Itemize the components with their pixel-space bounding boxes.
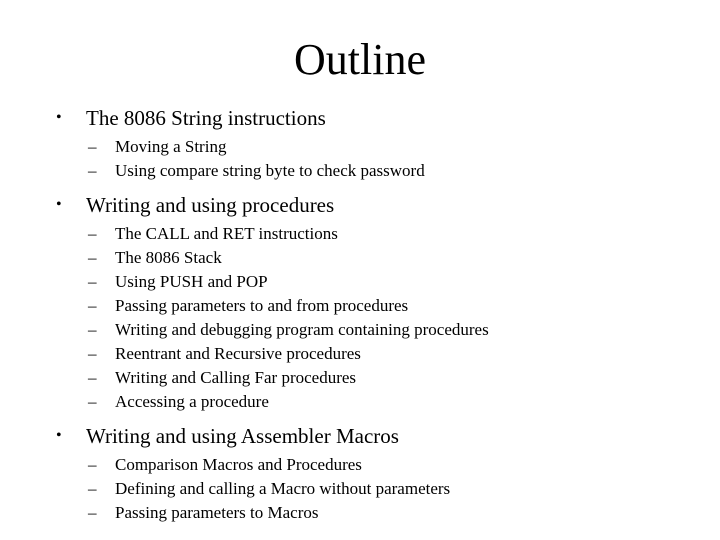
list-item-text: Moving a String xyxy=(115,137,227,156)
outline-section xyxy=(56,104,696,183)
list-item-text: The CALL and RET instructions xyxy=(115,224,338,243)
outline-section xyxy=(56,191,696,414)
outline-section xyxy=(56,422,696,525)
section-heading xyxy=(56,422,696,450)
list-item-text: Accessing a procedure xyxy=(115,392,269,411)
list-item-text: Writing and Calling Far procedures xyxy=(115,368,357,387)
section-heading xyxy=(56,104,696,132)
list-item xyxy=(88,318,696,342)
list-item xyxy=(88,453,696,477)
sub-item-list xyxy=(56,135,696,183)
list-item xyxy=(88,390,696,414)
bullet-mark: • xyxy=(56,427,62,444)
sub-item-list xyxy=(56,222,696,414)
outline-content xyxy=(56,104,696,533)
section-heading-text: Writing and using Assembler Macros xyxy=(86,424,399,448)
dash-mark: – xyxy=(88,248,97,267)
section-heading xyxy=(56,191,696,219)
dash-mark: – xyxy=(88,296,97,315)
list-item-text: Defining and calling a Macro without parameters xyxy=(115,479,451,498)
list-item xyxy=(88,270,696,294)
bullet-mark: • xyxy=(56,196,62,213)
list-item xyxy=(88,477,696,501)
dash-mark: – xyxy=(88,344,97,363)
list-item xyxy=(88,294,696,318)
dash-mark: – xyxy=(88,320,97,339)
list-item-text: Reentrant and Recursive procedures xyxy=(115,344,361,363)
list-item xyxy=(88,501,696,525)
list-item-text: Comparison Macros and Procedures xyxy=(115,455,362,474)
dash-mark: – xyxy=(88,224,97,243)
slide-title: Outline xyxy=(294,35,426,84)
dash-mark: – xyxy=(88,368,97,387)
list-item xyxy=(88,366,696,390)
dash-mark: – xyxy=(88,455,97,474)
dash-mark: – xyxy=(88,503,97,522)
dash-mark: – xyxy=(88,479,97,498)
list-item-text: Using compare string byte to check password xyxy=(115,161,425,180)
list-item xyxy=(88,342,696,366)
dash-mark: – xyxy=(88,137,97,156)
bullet-mark: • xyxy=(56,109,62,126)
dash-mark: – xyxy=(88,272,97,291)
section-heading-text: Writing and using procedures xyxy=(86,193,335,217)
list-item-text: Using PUSH and POP xyxy=(115,272,268,291)
list-item-text: Writing and debugging program containing procedures xyxy=(115,320,489,339)
list-item xyxy=(88,159,696,183)
dash-mark: – xyxy=(88,161,97,180)
list-item xyxy=(88,222,696,246)
section-heading-text: The 8086 String instructions xyxy=(86,106,326,130)
dash-mark: – xyxy=(88,392,97,411)
sub-item-list xyxy=(56,453,696,525)
list-item-text: The 8086 Stack xyxy=(115,248,222,267)
list-item-text: Passing parameters to Macros xyxy=(115,503,319,522)
list-item xyxy=(88,246,696,270)
list-item xyxy=(88,135,696,159)
list-item-text: Passing parameters to and from procedures xyxy=(115,296,409,315)
